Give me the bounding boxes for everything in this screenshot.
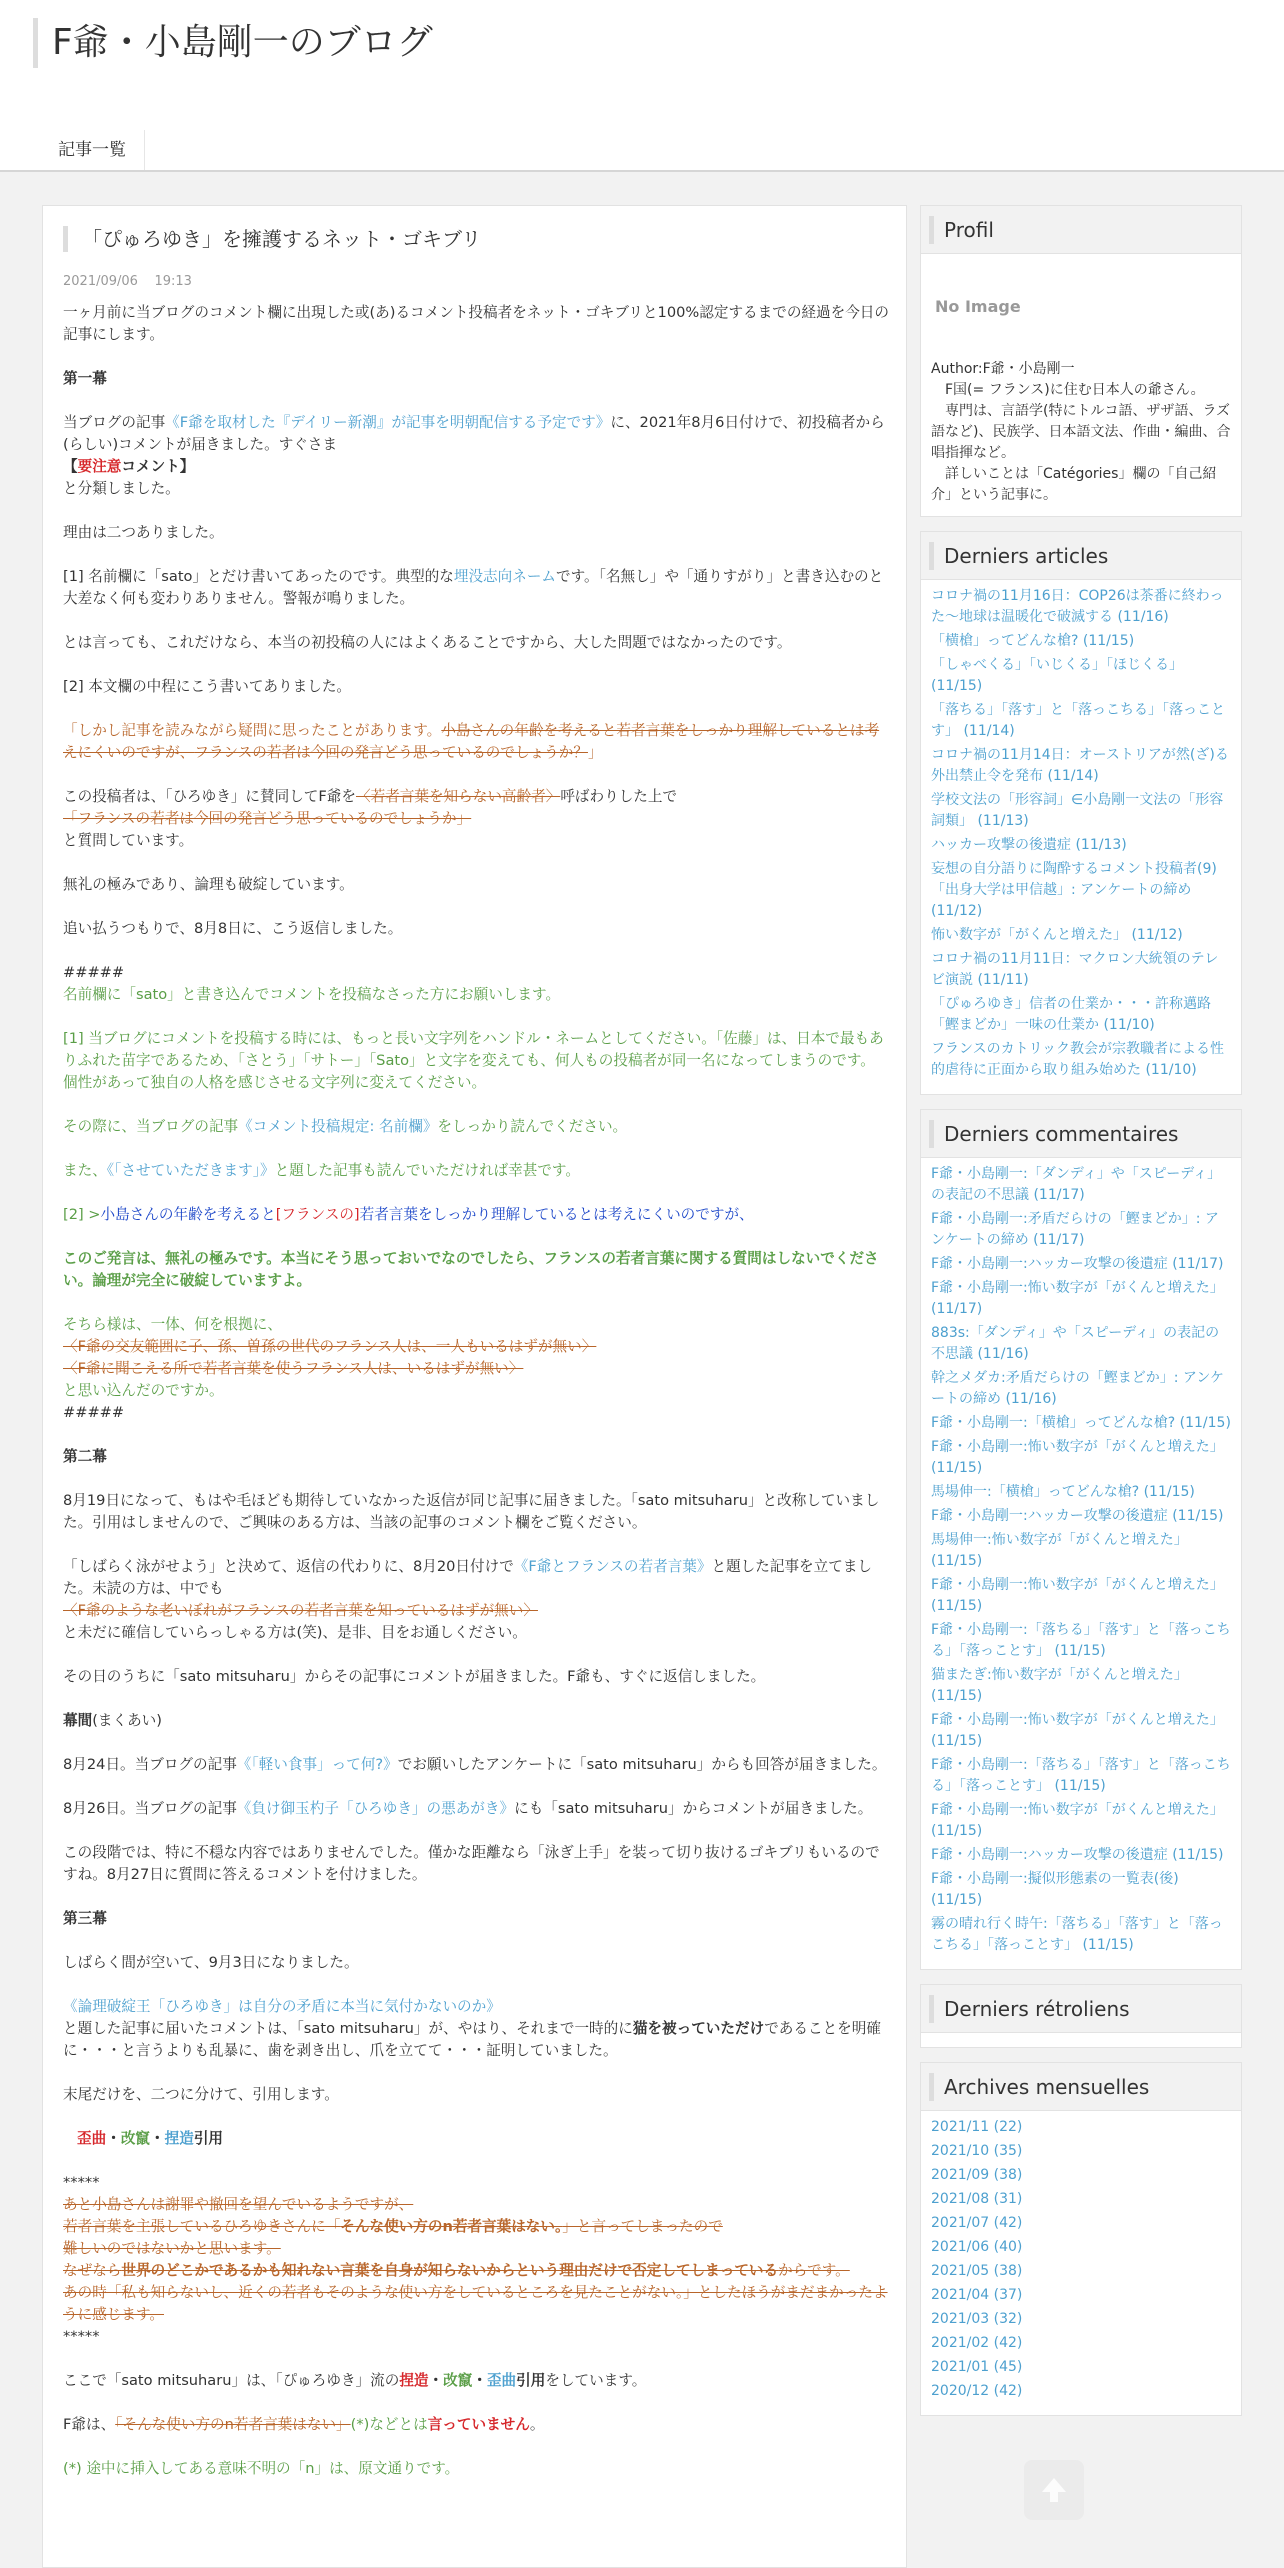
- cite-5: あの時「私も知らないし、近くの若者もそのような使い方をしているところを見たことがない。」としたほうがまだまかったように感じます。: [63, 2284, 888, 2323]
- blog-header: [0, 0, 1284, 172]
- recent-articles-box: [920, 531, 1242, 1095]
- recent-comment-link[interactable]: F爺・小島剛一:怖い数字が「がくんと増えた」 (11/17): [931, 1280, 1224, 1317]
- recent-article-link[interactable]: ハッカー攻撃の後遺症 (11/13): [931, 837, 1127, 853]
- archive-month-link[interactable]: 2021/04 (37): [931, 2287, 1023, 2303]
- archive-month-link[interactable]: 2021/11 (22): [931, 2119, 1023, 2135]
- recent-comment-link[interactable]: F爺・小島剛一:怖い数字が「がくんと増えた」 (11/15): [931, 1577, 1224, 1614]
- archive-month-link[interactable]: 2021/08 (31): [931, 2191, 1023, 2207]
- recent-article-link[interactable]: 怖い数字が「がくんと増えた」 (11/12): [931, 927, 1183, 943]
- profile-heading: Profil: [921, 206, 1241, 254]
- cite-2: 若者言葉を主張しているひろゆきさんに「そんな使い方のn若者言葉はない。」と言ってしまったので: [63, 2218, 723, 2235]
- link-f-jii-wakamono[interactable]: 《F爺とフランスの若者言葉》: [513, 1558, 712, 1575]
- interlude-heading: 幕間(まくあい): [63, 1712, 162, 1729]
- keyword-line: 歪曲・改竄・捏造引用: [77, 2130, 224, 2147]
- profile-desc-1: F国(= フランス)に住む日本人の爺さん。: [931, 382, 1205, 398]
- recent-comment-link[interactable]: 馬場伸一:怖い数字が「がくんと増えた」 (11/15): [931, 1532, 1188, 1569]
- para-10: 「しばらく泳がせよう」と決めて、返信の代わりに、8月20日付けで《F爺とフランスの若者言葉》と題した記事を立てました。未読の方は、中でも 〈F爺のような老いぼれがフランスの若者言葉を知っているはずが無い〉 と未だに確信していらっしゃる方は(笑)、是非、目をお通しください。: [63, 1558, 873, 1641]
- reply-9: 〈F爺に聞こえる所で若者言葉を使うフランス人は、いるはずが無い〉: [63, 1360, 524, 1377]
- recent-comment-link[interactable]: F爺・小島剛一:怖い数字が「がくんと増えた」 (11/15): [931, 1439, 1224, 1476]
- recent-article-link[interactable]: 妄想の自分語りに陶酔するコメント投稿者(9)「出身大学は甲信越」: アンケートの締め (11/12): [931, 861, 1217, 919]
- link-karui-shokuji[interactable]: 《「軽い食事」って何?》: [236, 1756, 398, 1773]
- hash-open: #####: [63, 964, 125, 981]
- para-8: 追い払うつもりで、8月8日に、こう返信しました。: [63, 920, 403, 937]
- reply-4: また、《「させていただきます」》と題した記事も読んでいただければ幸甚です。: [63, 1162, 580, 1179]
- scroll-to-top-button[interactable]: [1024, 2460, 1084, 2520]
- cite-3: 難しいのではないかと思います。: [63, 2240, 281, 2257]
- recent-article-link[interactable]: 学校文法の「形容詞」∈小島剛一文法の「形容詞類」 (11/13): [931, 792, 1224, 829]
- act-1-heading: 第一幕: [63, 370, 107, 387]
- recent-article-link[interactable]: 「しゃべくる」「いじくる」「ほじくる」 (11/15): [931, 657, 1183, 694]
- recent-comment-link[interactable]: F爺・小島剛一:怖い数字が「がくんと増えた」 (11/15): [931, 1712, 1224, 1749]
- profile-box: [920, 205, 1242, 517]
- link-daily-shincho[interactable]: 《F爺を取材した『デイリー新潮』が記事を明朝配信する予定です》: [165, 414, 611, 431]
- archives-box: [920, 2062, 1242, 2416]
- para-7: 無礼の極みであり、論理も破綻しています。: [63, 876, 354, 893]
- para-13: 8月26日。当ブログの記事《負け御玉杓子「ひろゆき」の悪あがき》にも「sato mitsuharu」からコメントが届きました。: [63, 1800, 873, 1817]
- link-sasete-itadaku[interactable]: 《「させていただきます」》: [106, 1162, 275, 1179]
- reply-8: 〈F爺の交友範囲に子、孫、曽孫の世代のフランス人は、一人もいるはずが無い〉: [63, 1338, 597, 1355]
- act-2-heading: 第二幕: [63, 1448, 107, 1465]
- recent-article-link[interactable]: 「横槍」ってどんな槍? (11/15): [931, 633, 1135, 649]
- para-4: とは言っても、これだけなら、本当の初投稿の人にはよくあることですから、大した問題ではなかったのです。: [63, 634, 792, 651]
- recent-comment-link[interactable]: F爺・小島剛一:「落ちる」「落す」と「落っこちる」「落っことす」 (11/15): [931, 1757, 1231, 1794]
- archive-month-link[interactable]: 2021/03 (32): [931, 2311, 1023, 2327]
- reply-10: と思い込んだのですか。: [63, 1382, 224, 1399]
- recent-comment-link[interactable]: F爺・小島剛一:ハッカー攻撃の後遺症 (11/15): [931, 1847, 1224, 1863]
- profile-author: Author:F爺・小島剛一: [931, 361, 1075, 377]
- avatar: No Image: [935, 297, 1021, 316]
- stars-open: *****: [63, 2174, 100, 2191]
- article-date-time: 19:13: [154, 274, 192, 289]
- recent-articles-list: [921, 580, 1241, 1094]
- recent-comment-link[interactable]: F爺・小島剛一:ハッカー攻撃の後遺症 (11/15): [931, 1508, 1224, 1524]
- recent-comment-link[interactable]: F爺・小島剛一:「ダンディ」や「スピーディ」の表記の不思議 (11/17): [931, 1166, 1222, 1203]
- para-12: 8月24日。当ブログの記事《「軽い食事」って何?》でお願いしたアンケートに「sato mitsuharu」からも回答が届きました。: [63, 1756, 887, 1773]
- arrow-up-icon: [1038, 2474, 1070, 2506]
- profile-desc-2: 専門は、言語学(特にトルコ語、ザザ語、ラズ語など)、民族学、日本語文法、作曲・編曲、合唱指揮など。: [931, 403, 1231, 461]
- header-rule: [0, 170, 1284, 172]
- quote-1: 「しかし記事を読みながら疑問に思ったことがあります。小島さんの年齢を考えると若者言葉をしっかり理解しているとは考えにくいのですが、フランスの若者は今回の発言どう思っているのでしょうか？」: [63, 722, 880, 761]
- archive-month-link[interactable]: 2020/12 (42): [931, 2383, 1023, 2399]
- recent-comment-link[interactable]: 霧の晴れ行く時午:「落ちる」「落す」と「落っこちる」「落っことす」 (11/15): [931, 1916, 1223, 1953]
- blog-title[interactable]: F爺・小島剛一のブログ: [33, 18, 433, 68]
- para-16: 《論理破綻王「ひろゆき」は自分の矛盾に本当に気付かないのか》 と題した記事に届いたコメントは、「sato mitsuharu」が、やはり、それまで一時的に猫を被っていただけであることを明確に・・・と言うよりも乱暴に、歯を剥き出し、爪を立てて・・・証明していました。: [63, 1998, 881, 2059]
- cite-4: なぜなら世界のどこかであるかも知れない言葉を自身が知らないからという理由だけで否定してしまっているからです。: [63, 2262, 850, 2279]
- link-makeotamajakushi[interactable]: 《負け御玉杓子「ひろゆき」の悪あがき》: [236, 1800, 515, 1817]
- recent-comments-heading: Derniers commentaires: [921, 1110, 1241, 1158]
- para-5: [2] 本文欄の中程にこう書いてありました。: [63, 678, 352, 695]
- footnote: (*) 途中に挿入してある意味不明の「n」は、原文通りです。: [63, 2460, 460, 2477]
- reply-2: [1] 当ブログにコメントを投稿する時には、もっと長い文字列をハンドル・ネームとしてください。「佐藤」は、日本で最もありふれた苗字であるため、「さとう」「サトー」「Sato」と文字を変えても、何人もの投稿者が同一名になってしまうのです。個性があって独自の人格を感じさせる文字列に変えてください。: [63, 1030, 884, 1091]
- article-date: [63, 274, 192, 289]
- nav-article-list[interactable]: 記事一覧: [40, 130, 145, 170]
- archive-month-link[interactable]: 2021/05 (38): [931, 2263, 1023, 2279]
- recent-comment-link[interactable]: 883s:「ダンディ」や「スピーディ」の表記の不思議 (11/16): [931, 1325, 1220, 1362]
- para-17: 末尾だけを、二つに分けて、引用します。: [63, 2086, 339, 2103]
- recent-article-link[interactable]: フランスのカトリック教会が宗教職者による性的虐待に正面から取り組み始めた (11/10): [931, 1041, 1225, 1078]
- archive-month-link[interactable]: 2021/07 (42): [931, 2215, 1023, 2231]
- archive-month-link[interactable]: 2021/10 (35): [931, 2143, 1023, 2159]
- reply-3: その際に、当ブログの記事《コメント投稿規定: 名前欄》をしっかり読んでください。: [63, 1118, 628, 1135]
- recent-article-link[interactable]: 「ぴゅろゆき」信者の仕業か・・・許称邁路「鰹まどか」一味の仕業か (11/10): [931, 996, 1211, 1033]
- reply-1: 名前欄に「sato」と書き込んでコメントを投稿なさった方にお願いします。: [63, 986, 561, 1003]
- recent-comment-link[interactable]: F爺・小島剛一:怖い数字が「がくんと増えた」 (11/15): [931, 1802, 1224, 1839]
- reply-7: そちら様は、一体、何を根拠に、: [63, 1316, 282, 1333]
- archive-month-link[interactable]: 2021/01 (45): [931, 2359, 1023, 2375]
- recent-comment-link[interactable]: F爺・小島剛一:矛盾だらけの「鰹まどか」: アンケートの締め (11/17): [931, 1211, 1219, 1248]
- recent-comments-list: [921, 1158, 1241, 1969]
- reply-5: [2] >小島さんの年齢を考えると[フランスの]若者言葉をしっかり理解しているとは考えにくいのですが、: [63, 1206, 754, 1223]
- trackbacks-box: [920, 1984, 1242, 2048]
- recent-comment-link[interactable]: F爺・小島剛一:「落ちる」「落す」と「落っこちる」「落っことす」 (11/15): [931, 1622, 1231, 1659]
- act-3-heading: 第三幕: [63, 1910, 107, 1927]
- para-11: その日のうちに「sato mitsuharu」からその記事にコメントが届きました。F爺も、すぐに返信しました。: [63, 1668, 766, 1685]
- link-comment-rules[interactable]: 《コメント投稿規定: 名前欄》: [238, 1118, 438, 1135]
- para-14: この段階では、特に不穏な内容ではありませんでした。僅かな距離なら「泳ぎ上手」を装って切り抜けるゴキブリもいるのですね。8月27日に質問に答えるコメントを付けました。: [63, 1844, 880, 1883]
- archive-month-link[interactable]: 2021/02 (42): [931, 2335, 1023, 2351]
- trackbacks-heading: Derniers rétroliens: [921, 1985, 1241, 2033]
- para-9: 8月19日になって、もはや毛ほども期待していなかった返信が同じ記事に届きました。「sato mitsuharu」と改称していました。引用はしませんので、ご興味のある方は、当該の記事のコメント欄をご覧ください。: [63, 1492, 880, 1531]
- recent-comments-box: [920, 1109, 1242, 1970]
- para-15: しばらく間が空いて、9月3日になりました。: [63, 1954, 359, 1971]
- intro: 一ヶ月前に当ブログのコメント欄に出現した或(あ)るコメント投稿者をネット・ゴキブリと100%認定するまでの経過を今日の記事にします。: [63, 304, 889, 343]
- recent-articles-heading: Derniers articles: [921, 532, 1241, 580]
- hash-close: #####: [63, 1404, 125, 1421]
- sidebar: [920, 205, 1242, 2568]
- reply-6: このご発言は、無礼の極みです。本当にそう思っておいでなのでしたら、フランスの若者言葉に関する質問はしないでください。論理が完全に破綻していますよ。: [63, 1250, 879, 1289]
- para-3: [1] 名前欄に「sato」とだけ書いてあったのです。典型的な埋没志向ネームです。「名無し」や「通りすがり」と書き込むのと大差なく何も変わりありません。警報が鳴りました。: [63, 568, 884, 607]
- archives-list: [921, 2111, 1241, 2415]
- stars-close: *****: [63, 2328, 100, 2345]
- article-date-day: 2021/09/06: [63, 274, 138, 289]
- recent-comment-link[interactable]: 猫またぎ:怖い数字が「がくんと増えた」 (11/15): [931, 1667, 1188, 1704]
- cite-1: あと小島さんは謝罪や撤回を望んでいるようですが、: [63, 2196, 414, 2213]
- recent-comment-link[interactable]: F爺・小島剛一:擬似形態素の一覧表(後) (11/15): [931, 1871, 1179, 1908]
- para-18: ここで「sato mitsuharu」は、「ぴゅろゆき」流の捏造・改竄・歪曲引用をしています。: [63, 2372, 647, 2389]
- archive-month-link[interactable]: 2021/06 (40): [931, 2239, 1023, 2255]
- archives-heading: Archives mensuelles: [921, 2063, 1241, 2111]
- article-panel: [42, 205, 907, 2568]
- recent-comment-link[interactable]: F爺・小島剛一:ハッカー攻撃の後遺症 (11/17): [931, 1256, 1224, 1272]
- link-ronri-hatan[interactable]: 《論理破綻王「ひろゆき」は自分の矛盾に本当に気付かないのか》: [63, 1998, 501, 2015]
- recent-comment-link[interactable]: 幹之メダカ:矛盾だらけの「鰹まどか」: アンケートの締め (11/16): [931, 1370, 1225, 1407]
- recent-comment-link[interactable]: F爺・小島剛一:「横槍」ってどんな槍? (11/15): [931, 1415, 1231, 1431]
- link-maibotsu-name[interactable]: 埋没志向ネーム: [453, 568, 557, 585]
- recent-article-link[interactable]: 「落ちる」「落す」と「落っこちる」「落っことす」 (11/14): [931, 702, 1225, 739]
- profile-desc-3: 詳しいことは「Catégories」欄の「自己紹介」という記事に。: [931, 466, 1217, 503]
- recent-comment-link[interactable]: 馬場伸一:「横槍」ってどんな槍? (11/15): [931, 1484, 1195, 1500]
- para-1: 当ブログの記事《F爺を取材した『デイリー新潮』が記事を明朝配信する予定です》に、2021年8月6日付けで、初投稿者から(らしい)コメントが届きました。すぐさま 【要注意コメント】 と分類しました。: [63, 414, 885, 497]
- article-title: 「ぴゅろゆき」を擁護するネット・ゴキブリ: [63, 226, 863, 252]
- recent-article-link[interactable]: コロナ禍の11月16日：COP26は茶番に終わった～地球は温暖化で破滅する (11/16): [931, 588, 1224, 625]
- article-body: [63, 302, 889, 2480]
- para-19: F爺は、「そんな使い方のn若者言葉はない」(*)などとは言っていません。: [63, 2416, 545, 2433]
- archive-month-link[interactable]: 2021/09 (38): [931, 2167, 1023, 2183]
- para-2: 理由は二つありました。: [63, 524, 224, 541]
- recent-article-link[interactable]: コロナ禍の11月14日：オーストリアが然(ざ)る外出禁止令を発布 (11/14): [931, 747, 1229, 784]
- recent-article-link[interactable]: コロナ禍の11月11日：マクロン大統領のテレビ演説 (11/11): [931, 951, 1219, 988]
- para-6: この投稿者は、「ひろゆき」に賛同してF爺を〈若者言葉を知らない高齢者〉呼ばわりした上で 「フランスの若者は今回の発言どう思っているのでしょうか」 と質問しています。: [63, 788, 678, 849]
